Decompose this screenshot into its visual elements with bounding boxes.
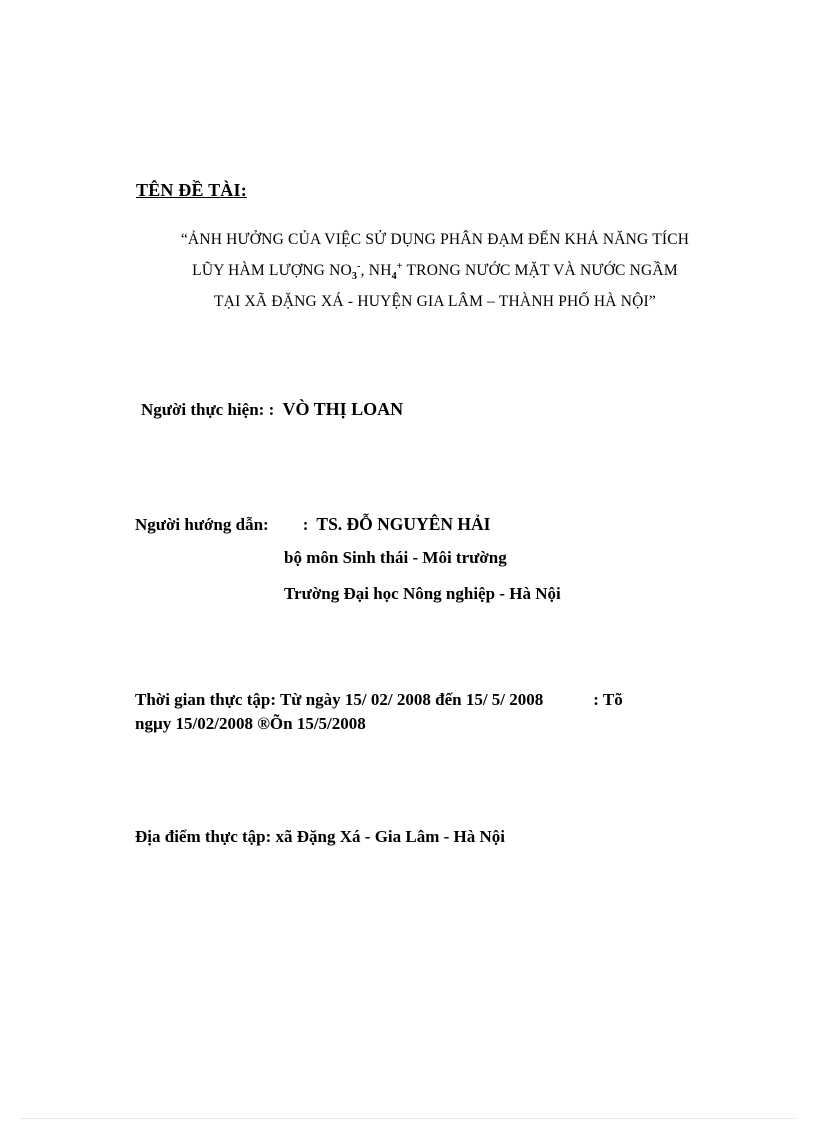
internship-period-extra: : Tõ (593, 690, 623, 709)
internship-place: Địa điểm thực tập: xã Đặng Xá - Gia Lâm - Hà Nội (135, 827, 506, 846)
thesis-title-line-2 (120, 255, 750, 286)
author-label: Người thực hiện: : (141, 400, 275, 419)
title-text: , NH (360, 262, 392, 279)
thesis-title-line-1: “ẢNH HƯỞNG CỦA VIỆC SỬ DỤNG PHÂN ĐẠM ĐẾN KHẢ NĂNG TÍCH (180, 231, 690, 248)
author-name: VÒ THỊ LOAN (282, 399, 404, 419)
title-text: LŨY HÀM LƯỢNG NO (192, 262, 352, 279)
superscript: + (396, 260, 403, 272)
advisor-department: bộ môn Sinh thái - Môi trường (284, 548, 507, 567)
thesis-title-heading: TÊN ĐỀ TÀI: (136, 180, 247, 200)
thesis-title-line-3: TẠI XÃ ĐẶNG XÁ - HUYỆN GIA LÂM – THÀNH PHỐ HÀ NỘI” (214, 293, 656, 310)
advisor-colon: : (302, 515, 309, 534)
superscript: - (357, 260, 361, 272)
title-text: TRONG NƯỚC MẶT VÀ NƯỚC NGẦM (402, 262, 678, 279)
internship-period-row (135, 690, 623, 710)
subscript: 3 (351, 271, 358, 283)
page-bottom-divider (20, 1118, 796, 1119)
advisor-row (135, 514, 490, 535)
author-row (141, 399, 403, 420)
advisor-school: Trường Đại học Nông nghiệp - Hà Nội (284, 584, 561, 603)
subscript: 4 (391, 271, 397, 283)
internship-period-label: Thời gian thực tập: Từ ngày 15/ 02/ 2008 đến 15/ 5/ 2008 (135, 690, 544, 709)
advisor-name: TS. ĐỖ NGUYÊN HẢI (316, 514, 491, 534)
advisor-label: Người hướng dẫn: (135, 515, 269, 534)
thesis-title (120, 224, 750, 317)
internship-period-line-2: ngµy 15/02/2008 ®Õn 15/5/2008 (135, 714, 366, 733)
